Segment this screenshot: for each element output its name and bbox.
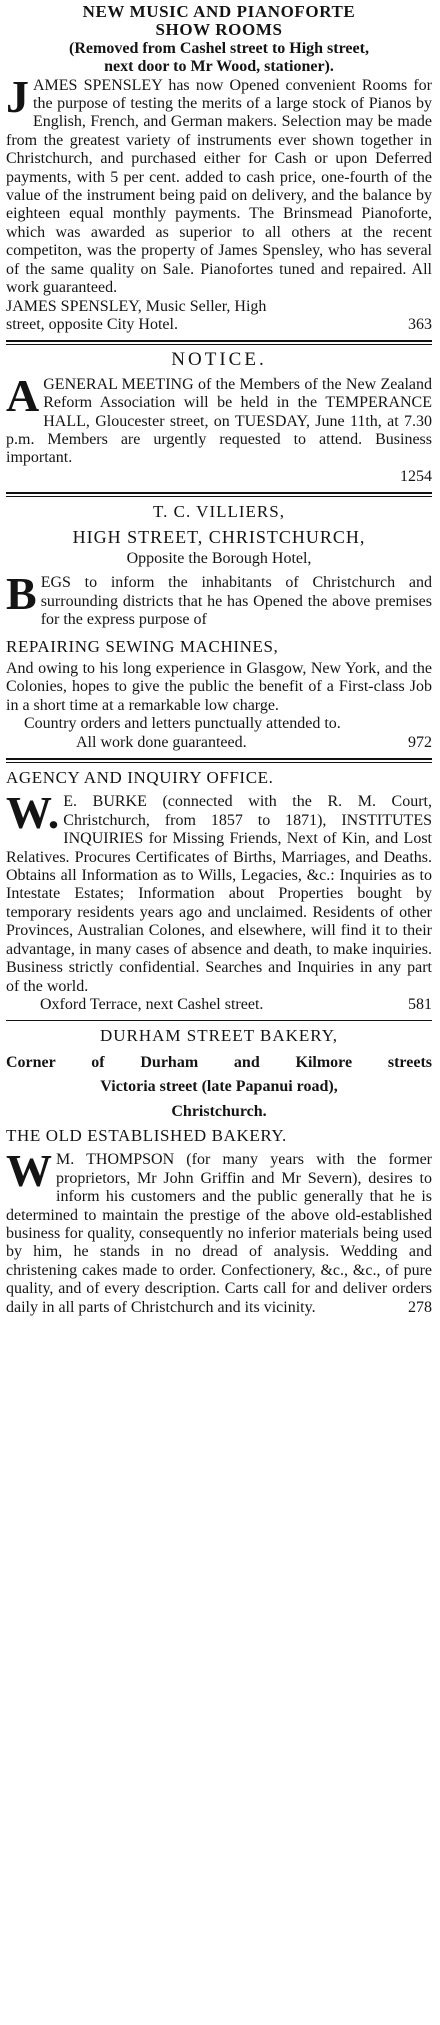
advert-body [6,369,432,468]
advert-body [6,1145,432,1317]
drop-capital: W. [6,787,60,839]
advert-signature: JAMES SPENSLEY, Music Seller, High [6,297,267,315]
advert-headline-2: SHOW ROOMS [155,20,283,40]
advert-headline: NEW MUSIC AND PIANOFORTE [82,2,356,21]
drop-capital: J [6,70,29,122]
advert-headline: NOTICE. [171,349,267,371]
advert-number: 278 [408,1299,432,1316]
drop-capital: W [6,1145,52,1197]
advert-body [6,70,432,298]
advert-address-line [6,996,432,1014]
advert-opposite: Opposite the Borough Hotel, [126,549,312,567]
advert-body [6,568,432,629]
drop-capital: B [6,568,37,620]
advert-body-text: M. THOMPSON (for many years with the former proprietors, Mr John Griffin and Mr Severn), desires to inform his customers and the public generally that he is determined to maintain the prestige of the above old-established business for quality, consequently no inferior materials being used by him, he stands in no dread of analysis. Wedding and christening cakes made to order. Confectionery, &c., &c., of pure quality, and of every description. Carts call for and deliver orders daily in all parts of Christchurch and its vicinity. [6,1151,432,1316]
advert-music-showrooms [6,0,432,334]
advert-signature-line [6,316,432,334]
advert-guarantee-line [6,734,432,752]
divider-rule [6,1020,432,1021]
advert-notice [6,351,432,486]
advert-agency [6,769,432,1014]
advert-guarantee: All work done guaranteed. [76,733,247,751]
advert-body-text: EGS to inform the inhabitants of Christchurch and surrounding districts that he has Opened the above premises for the express purpose of [40,574,432,629]
advert-body-2: And owing to his long experience in Glasgow, New York, and the Colonies, hopes to give the public the benefit of a First-class Job in a short time at a remarkable low charge. [6,660,432,714]
advert-service: REPAIRING SEWING MACHINES, [6,636,279,656]
advert-body [6,787,432,995]
advert-body-text: AMES SPENSLEY has now Opened convenient Rooms for the purpose of testing the merits of a large stock of Pianos by English, French, and German makers. Selection may be made from the greatest variety of instruments ever shown together in Christchurch, and purchased either for Cash or upon Deferred payments, with 5 per cent. added to cash price, one-fourth of the value of the instrument being paid on delivery, and the balance by eighteen equal monthly payments. The Brinsmead Pianoforte, which was awarded as superior to all others at the recent competiton, was the property of James Spensley, who has several of the same quality on Sale. Pianofortes tuned and repaired. All work guaranteed. [6,76,432,297]
advert-number: 1254 [400,467,432,485]
advert-name: T. C. VILLIERS, [153,502,285,522]
advert-subline: (Removed from Cashel street to High street, [69,39,369,57]
advert-number: 581 [408,995,432,1013]
advert-body-text: GENERAL MEETING of the Members of the New Zealand Reform Association will be held in the TEMPERANCE HALL, Gloucester street, on TUESDAY, June 11th, at 7.30 p.m. Members are urgently requested to attend. Business important. [6,375,432,467]
advert-subline-2: next door to Mr Wood, stationer). [104,58,334,76]
advert-number: 363 [408,315,432,333]
divider-rule [6,492,432,497]
divider-rule [6,758,432,763]
advert-headline: AGENCY AND INQUIRY OFFICE. [6,768,274,788]
drop-capital: A [6,369,40,421]
advert-victoria: Victoria street (late Papanui road), [100,1078,338,1096]
advert-city: Christchurch. [171,1102,267,1120]
divider-rule [6,340,432,345]
advert-bakery [6,1027,432,1317]
advert-headline: DURHAM STREET BAKERY, [99,1026,339,1046]
advert-address: Oxford Terrace, next Cashel street. [40,995,264,1013]
advert-street: HIGH STREET, CHRISTCHURCH, [72,526,366,547]
advert-corner: Corner of Durham and Kilmore streets [6,1053,432,1071]
advert-body-text: E. BURKE (connected with the R. M. Court, Christchurch, from 1857 to 1871), INSTITUTES INQUIRIES for Missing Friends, Next of Kin, and Lost Relatives. Procures Certificates of Births, Marriages, and Deaths. Obtains all Information as to Wills, Legacies, &c.: Inquiries as to Intestate Estates; Information about Properties bought by temporary residents years ago and unclaimed. Residents of other Provinces, Australian Colones, and elsewhere, will find it to their advantage, in many cases of absence and death, to make inquiries. Business strictly confidential. Searches and Inquiries in any part of the world. [6,793,432,995]
advert-bakery-title: THE OLD ESTABLISHED BAKERY. [6,1125,287,1145]
advert-number: 972 [408,733,432,751]
advert-villiers [6,503,432,752]
advert-country-orders: Country orders and letters punctually attended to. [24,715,341,733]
advert-signature-2: street, opposite City Hotel. [6,315,178,333]
